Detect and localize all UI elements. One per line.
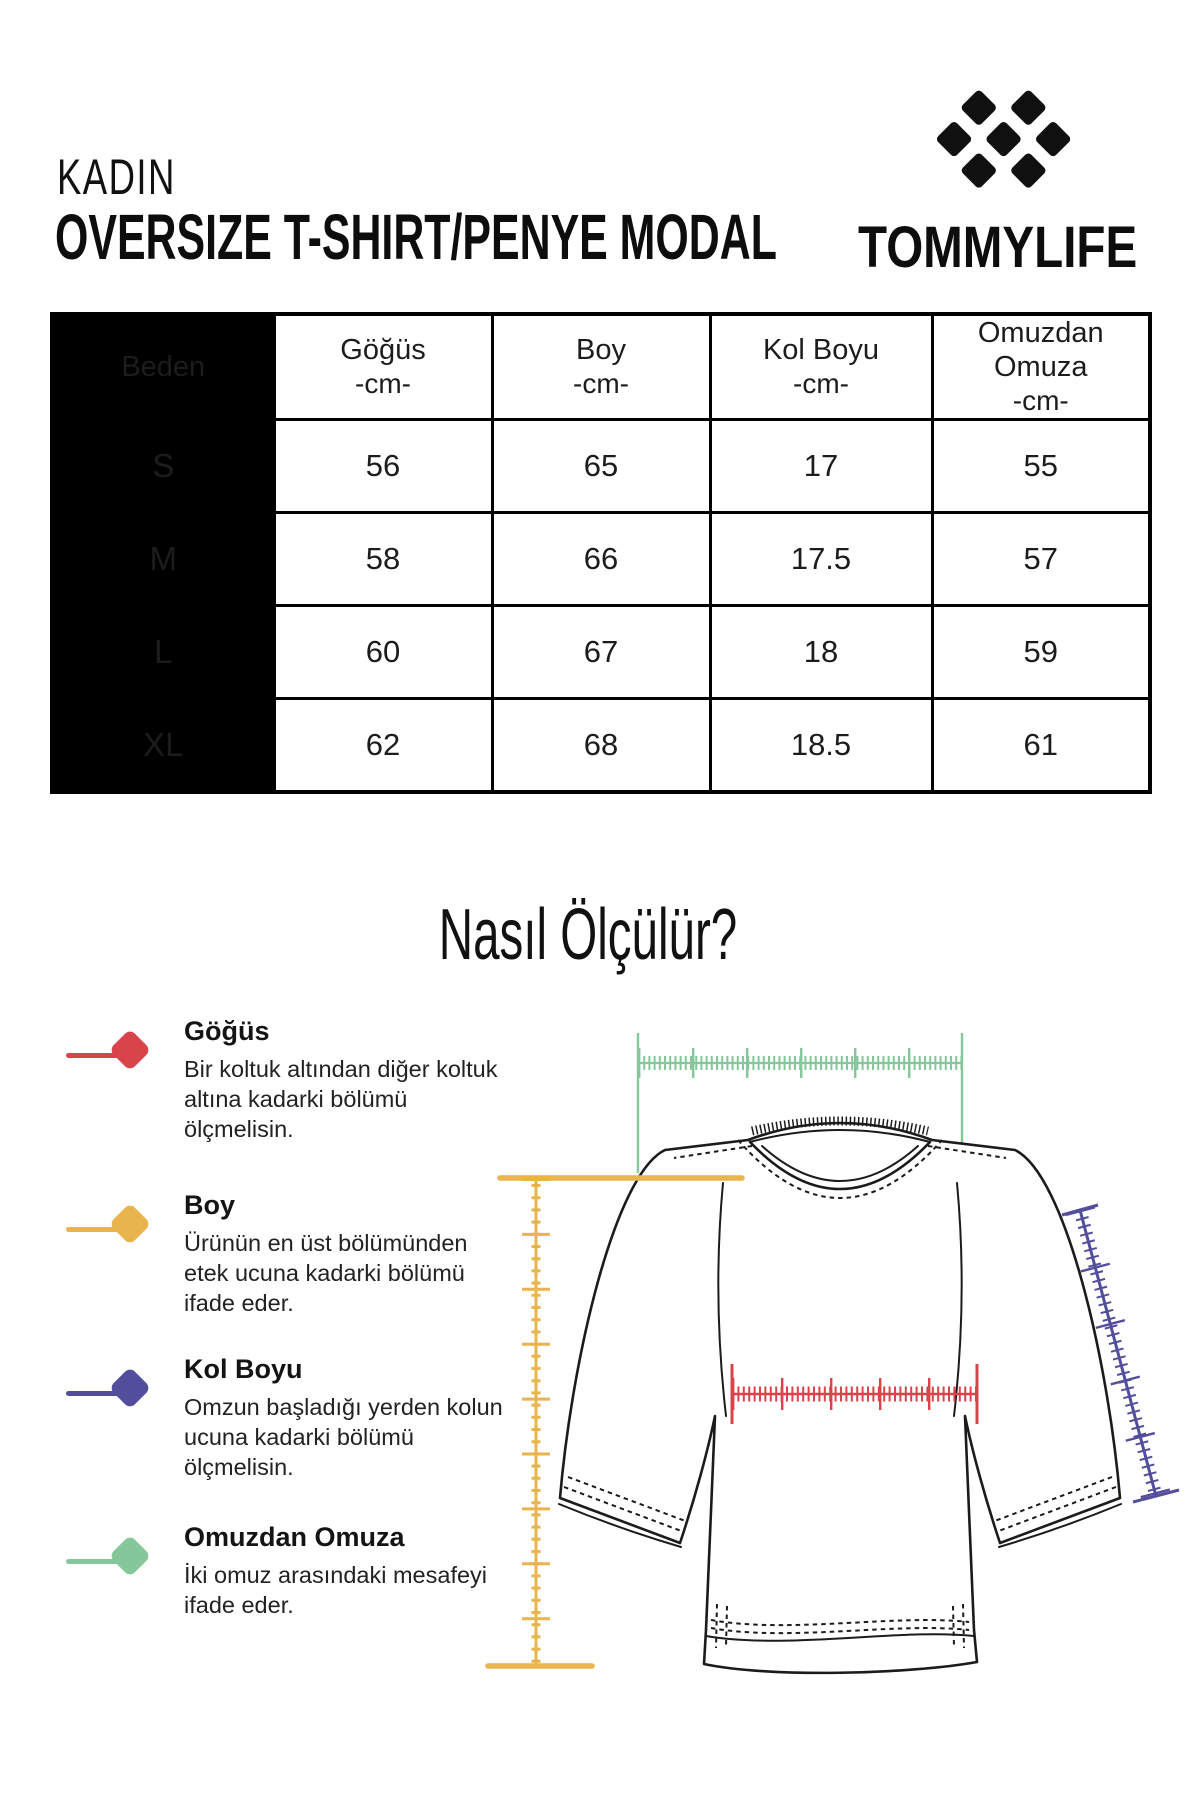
- tshirt-measure-diagram: [440, 978, 1200, 1730]
- legend-title: Göğüs: [184, 1016, 270, 1046]
- legend-title: Omuzdan Omuza: [184, 1522, 405, 1552]
- size-cell: XL: [52, 699, 274, 792]
- legend-title: Boy: [184, 1190, 236, 1220]
- size-cell: L: [52, 606, 274, 699]
- legend-description: İki omuz arasındaki mesafeyi ifade eder.: [184, 1562, 488, 1618]
- size-cell: S: [52, 420, 274, 513]
- shoulder-cell: 55: [932, 420, 1150, 513]
- chest-cell: 56: [274, 420, 492, 513]
- sleeve-cell: 17: [710, 420, 932, 513]
- shoulder-diamond-icon: [62, 1534, 166, 1594]
- chest-diamond-icon: [62, 1028, 166, 1088]
- legend-title: Kol Boyu: [184, 1354, 303, 1384]
- table-row: [52, 420, 1150, 513]
- size-table: [50, 312, 1152, 794]
- sleeve-cell: 18.5: [710, 699, 932, 792]
- tommylife-diamonds-logo-icon: [935, 88, 1095, 194]
- legend-description: Omzun başladığı yerden kolun ucuna kadarki bölümü ölçmelisin.: [184, 1394, 503, 1480]
- page-title: OVERSIZE T-SHIRT/PENYE MODAL: [55, 201, 777, 273]
- chest-cell: 58: [274, 513, 492, 606]
- col-header-shoulder: Omuzdan Omuza -cm-: [932, 314, 1150, 420]
- col-header-size: Beden: [52, 314, 274, 420]
- length-cell: 65: [492, 420, 710, 513]
- size-table-header-row: [52, 314, 1150, 420]
- col-header-chest: Göğüs -cm-: [274, 314, 492, 420]
- col-header-length: Boy -cm-: [492, 314, 710, 420]
- table-row: [52, 513, 1150, 606]
- brand-name: TOMMYLIFE: [858, 215, 1138, 280]
- legend-description: Ürünün en üst bölümünden etek ucuna kadarki bölümü ifade eder.: [184, 1230, 468, 1316]
- length-cell: 67: [492, 606, 710, 699]
- shoulder-cell: 57: [932, 513, 1150, 606]
- col-header-sleeve: Kol Boyu -cm-: [710, 314, 932, 420]
- legend-description: Bir koltuk altından diğer koltuk altına kadarki bölümü ölçmelisin.: [184, 1056, 498, 1142]
- length-cell: 68: [492, 699, 710, 792]
- sleeve-cell: 17.5: [710, 513, 932, 606]
- size-cell: M: [52, 513, 274, 606]
- table-row: [52, 606, 1150, 699]
- chest-cell: 62: [274, 699, 492, 792]
- length-cell: 66: [492, 513, 710, 606]
- category-label: KADIN: [57, 149, 176, 205]
- chest-cell: 60: [274, 606, 492, 699]
- sleeve-cell: 18: [710, 606, 932, 699]
- shoulder-cell: 59: [932, 606, 1150, 699]
- table-row: [52, 699, 1150, 792]
- sleeve-diamond-icon: [62, 1366, 166, 1426]
- shoulder-cell: 61: [932, 699, 1150, 792]
- how-to-measure-heading: Nasıl Ölçülür?: [438, 895, 738, 975]
- length-diamond-icon: [62, 1202, 166, 1262]
